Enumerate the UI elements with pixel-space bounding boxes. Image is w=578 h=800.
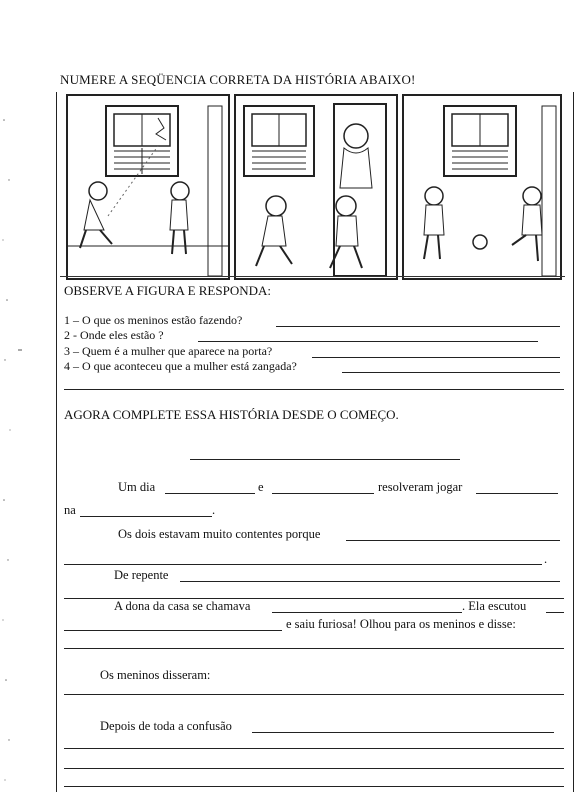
blank-boys-said[interactable]: [64, 694, 564, 695]
blank-heard[interactable]: [546, 612, 564, 613]
text-contentes: Os dois estavam muito contentes porque: [118, 527, 321, 541]
text-e: e: [258, 480, 264, 494]
observe-heading: OBSERVE A FIGURA E RESPONDA:: [64, 283, 271, 298]
comic-panel-2: [234, 94, 398, 280]
story-title-line[interactable]: [190, 459, 460, 460]
question-2: 2 - Onde eles estão ?: [64, 328, 164, 342]
answer-line-2[interactable]: [198, 341, 538, 342]
text-dona-da-casa: A dona da casa se chamava: [114, 599, 251, 613]
question-4: 4 – O que aconteceu que a mulher está zangada?: [64, 359, 297, 373]
blank-after-2[interactable]: [64, 748, 564, 749]
comic-illustration-3: [404, 96, 560, 278]
blank-heard-2[interactable]: [64, 630, 282, 631]
text-dot-1: .: [212, 503, 216, 517]
blank-place[interactable]: [80, 516, 212, 517]
blank-reason-2[interactable]: [64, 564, 542, 565]
comic-strip: [66, 94, 558, 276]
text-ela-escutou: . Ela escutou: [462, 599, 527, 613]
answer-line-3[interactable]: [312, 357, 560, 358]
comic-illustration-2: [236, 96, 396, 278]
answer-line-4[interactable]: [342, 372, 560, 373]
text-meninos-disseram: Os meninos disseram:: [100, 668, 211, 682]
comic-panel-1: [66, 94, 230, 280]
section-divider: [60, 276, 565, 277]
text-depois: Depois de toda a confusão: [100, 719, 232, 733]
blank-after-3[interactable]: [64, 768, 564, 769]
text-saiu-furiosa: e saiu furiosa! Olhou para os meninos e disse:: [286, 617, 516, 631]
answer-line-1[interactable]: [276, 326, 560, 327]
blank-said[interactable]: [64, 648, 564, 649]
blank-boy-1[interactable]: [165, 493, 255, 494]
blank-suddenly[interactable]: [180, 581, 560, 582]
blank-game[interactable]: [476, 493, 558, 494]
text-dot-2: .: [544, 552, 548, 566]
comic-illustration-1: [68, 96, 228, 278]
comic-panel-3: [402, 94, 562, 280]
blank-after-4[interactable]: [64, 786, 564, 787]
story-heading: AGORA COMPLETE ESSA HISTÓRIA DESDE O COMEÇO.: [64, 407, 399, 422]
page-title: NUMERE A SEQÜENCIA CORRETA DA HISTÓRIA ABAIXO!: [60, 72, 416, 87]
text-de-repente: De repente: [114, 568, 169, 582]
answer-line-4b[interactable]: [64, 389, 564, 390]
text-resolveram: resolveram jogar: [378, 480, 463, 494]
question-3: 3 – Quem é a mulher que aparece na porta?: [64, 344, 273, 358]
blank-boy-2[interactable]: [272, 493, 374, 494]
question-1: 1 – O que os meninos estão fazendo?: [64, 313, 243, 327]
scan-edge-noise: [0, 0, 22, 800]
text-um-dia: Um dia: [118, 480, 156, 494]
blank-reason[interactable]: [346, 540, 560, 541]
blank-after[interactable]: [252, 732, 554, 733]
blank-woman-name[interactable]: [272, 612, 462, 613]
text-na: na: [64, 503, 76, 517]
